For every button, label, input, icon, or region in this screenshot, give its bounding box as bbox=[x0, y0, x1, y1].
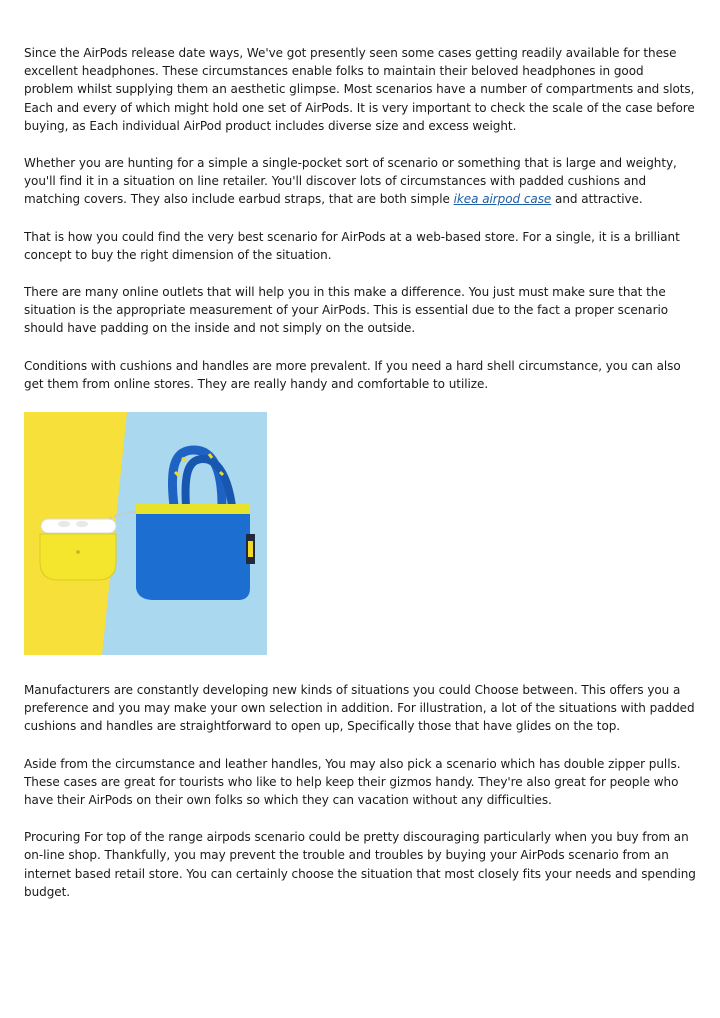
paragraph-2-text-before-link: Whether you are hunting for a simple a single-pocket sort of scenario or something that is large and weighty, you'll find it in a situation on line retailer. You'll discover lots of circumstances with padded cushions and matching covers. They also include earbud straps, that are both simple bbox=[24, 156, 677, 207]
ikea-airpod-case-link[interactable]: ikea airpod case bbox=[453, 192, 552, 207]
paragraph-2-text-after-link: and attractive. bbox=[551, 192, 643, 207]
paragraph-1: Since the AirPods release date ways, We've got presently seen some cases getting readily available for these excellent headphones. These circumstances enable folks to maintain their beloved headphones in good problem whilst supplying them an aesthetic glimpse. Most scenarios have a number of compartments and slots, Each and every of which might hold one set of AirPods. It is very important to check the scale of the case before buying, as Each individual AirPod product includes diverse size and excess weight. bbox=[24, 46, 695, 133]
airpod-bag-case-illustration bbox=[24, 412, 267, 655]
paragraph-2 bbox=[24, 154, 696, 209]
bag-yellow-trim bbox=[136, 504, 250, 514]
blue-bag bbox=[136, 506, 250, 600]
product-photo bbox=[24, 412, 267, 655]
paragraph-3: That is how you could find the very best scenario for AirPods at a web-based store. For a single, it is a brilliant concept to buy the right dimension of the situation. bbox=[24, 229, 680, 262]
article-body bbox=[24, 44, 696, 920]
airpods-case bbox=[40, 519, 116, 580]
paragraph-5: Conditions with cushions and handles are more prevalent. If you need a hard shell circumstance, you can also get them from online stores. They are really handy and comfortable to utilize. bbox=[24, 358, 681, 391]
paragraph-4: There are many online outlets that will help you in this make a difference. You just must make sure that the situation is the appropriate measurement of your AirPods. This is essential due to the fact a proper scenario should have padding on the inside and not simply on the outside. bbox=[24, 285, 669, 336]
paragraph-6: Manufacturers are constantly developing new kinds of situations you could Choose between. This offers you a preference and you may make your own selection in addition. For illustration, a lot of the situations with padded cushions and handles are straightforward to open up, Specifically those that have glides on the top. bbox=[24, 683, 695, 734]
paragraph-8: Procuring For top of the range airpods scenario could be pretty discouraging particularly when you buy from an on-line shop. Thankfully, you may prevent the trouble and troubles by buying your AirPods scenario from an internet based retail store. You can certainly choose the situation that most closely fits your needs and spending budget. bbox=[24, 830, 696, 899]
paragraph-7: Aside from the circumstance and leather handles, You may also pick a scenario which has double zipper pulls. These cases are great for tourists who like to help keep their gizmos handy. They're also great for people who have their AirPods on their own folks so which they can vacation without any difficulties. bbox=[24, 756, 681, 808]
